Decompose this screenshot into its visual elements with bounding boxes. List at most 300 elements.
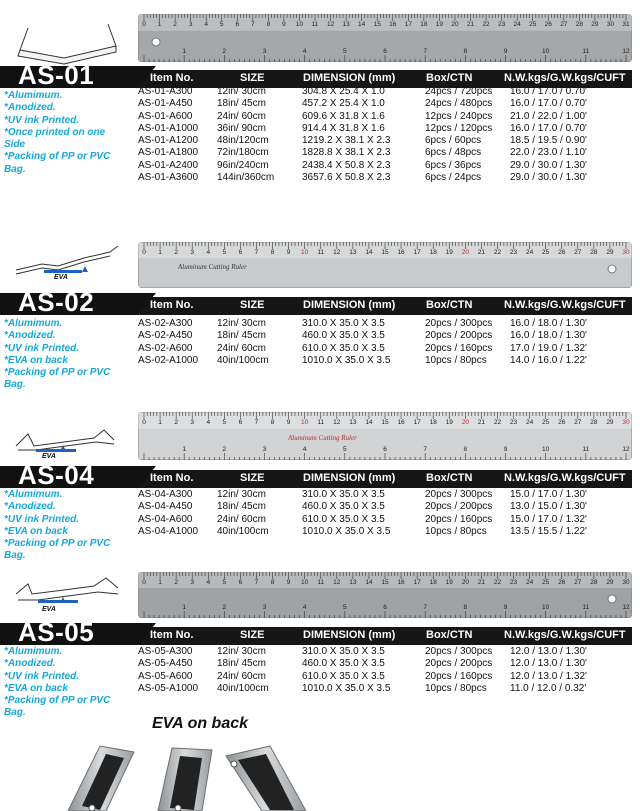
item-number: AS-04-A600 bbox=[138, 513, 193, 525]
ruler-tick-label: 0 bbox=[142, 21, 146, 28]
box-ctn-cell: 20pcs / 200pcs bbox=[425, 501, 493, 513]
table-row bbox=[138, 343, 632, 355]
svg-text:4: 4 bbox=[302, 604, 307, 611]
ruler-tick-label: 16 bbox=[397, 249, 405, 256]
item-number: AS-05-A300 bbox=[138, 646, 193, 657]
ruler-tick-label: 5 bbox=[219, 21, 224, 28]
item-number: AS-04-A300 bbox=[138, 489, 193, 500]
svg-text:9: 9 bbox=[503, 446, 508, 453]
ruler-tick-label: 1 bbox=[158, 419, 162, 426]
ruler-tick-label: 11 bbox=[311, 21, 319, 28]
box-ctn-cell: 6pcs / 36pcs bbox=[425, 159, 482, 171]
ruler-tick-label: 17 bbox=[413, 419, 421, 426]
ruler-tick-label: 28 bbox=[590, 249, 598, 256]
as-04-profile-sketch bbox=[14, 418, 122, 458]
box-ctn-cell: 10pcs / 80pcs bbox=[425, 682, 487, 694]
size-cell: 24in/ 60cm bbox=[217, 342, 266, 354]
dimension-cell: 304.8 X 25.4 X 1.0 bbox=[302, 86, 385, 97]
ruler-tick-label: 0 bbox=[142, 579, 146, 586]
table-row bbox=[138, 160, 632, 172]
ruler-tick-label: 2 bbox=[174, 579, 178, 586]
ruler-tick-label: 8 bbox=[270, 249, 275, 256]
ruler-tick-label: 25 bbox=[542, 579, 550, 586]
dimension-cell: 2438.4 X 50.8 X 2.3 bbox=[302, 159, 391, 171]
size-cell: 72in/180cm bbox=[217, 147, 269, 159]
ruler-tick-label: 25 bbox=[542, 419, 550, 426]
box-ctn-cell: 20pcs / 200pcs bbox=[425, 658, 493, 670]
weight-cell: 16.0 / 17.0 / 0.70' bbox=[510, 98, 587, 110]
ruler-tick-label: 14 bbox=[358, 21, 366, 28]
weight-cell: 16.0 / 18.0 / 1.30' bbox=[510, 330, 587, 342]
svg-text:11: 11 bbox=[582, 446, 590, 453]
ruler-tick-label: 9 bbox=[286, 579, 291, 586]
table-row bbox=[138, 318, 632, 330]
item-number: AS-01-A450 bbox=[138, 98, 193, 110]
box-ctn-cell: 24pcs / 480pcs bbox=[425, 98, 493, 110]
item-number: AS-02-A300 bbox=[138, 318, 193, 329]
feature-line: *EVA on back bbox=[4, 354, 68, 366]
box-ctn-cell: 6pcs / 48pcs bbox=[425, 147, 482, 159]
table-row bbox=[138, 98, 632, 110]
table-row bbox=[138, 658, 632, 670]
ruler-tick-label: 7 bbox=[254, 579, 259, 586]
ruler-tick-label: 12 bbox=[333, 419, 341, 426]
svg-text:6: 6 bbox=[383, 48, 387, 55]
box-ctn-cell: 6pcs / 60pcs bbox=[425, 135, 482, 147]
ruler-tick-label: 29 bbox=[606, 419, 614, 426]
ruler-tick-label: 22 bbox=[493, 419, 502, 426]
item-number: AS-01-A300 bbox=[138, 86, 193, 97]
feature-line: *Anodized. bbox=[4, 501, 56, 513]
eva-label: EVA bbox=[54, 274, 68, 280]
as-04-ruler-image bbox=[138, 412, 632, 460]
ruler-tick-label: 26 bbox=[544, 21, 552, 28]
as-05-ruler-image bbox=[138, 572, 632, 618]
item-number: AS-01-A3600 bbox=[138, 172, 199, 184]
dimension-cell: 610.0 X 35.0 X 3.5 bbox=[302, 342, 385, 354]
item-number: AS-02-A1000 bbox=[138, 354, 199, 366]
svg-text:10: 10 bbox=[542, 48, 550, 55]
model-title: AS-04 bbox=[18, 460, 95, 490]
item-number: AS-01-A600 bbox=[138, 110, 193, 122]
svg-text:7: 7 bbox=[423, 48, 427, 55]
ruler-tick-label: 9 bbox=[286, 249, 291, 256]
weight-cell: 14.0 / 16.0 / 1.22' bbox=[510, 354, 587, 366]
table-row bbox=[138, 355, 632, 367]
dimension-cell: 1010.0 X 35.0 X 3.5 bbox=[302, 525, 391, 537]
weight-cell: 13.5 / 15.5 / 1.22' bbox=[510, 525, 587, 537]
ruler-tick-label: 11 bbox=[317, 249, 325, 256]
ruler-tick-label: 28 bbox=[590, 419, 598, 426]
svg-text:1: 1 bbox=[182, 48, 186, 55]
ruler-tick-label: 29 bbox=[606, 579, 614, 586]
svg-text:5: 5 bbox=[343, 48, 347, 55]
weight-cell: 16.0 / 18.0 / 1.30' bbox=[510, 318, 587, 329]
dimension-cell: 1219.2 X 38.1 X 2.3 bbox=[302, 135, 391, 147]
ruler-tick-label: 0 bbox=[142, 249, 146, 256]
ruler-tick-label: 17 bbox=[413, 579, 421, 586]
ruler-tick-label: 22 bbox=[493, 579, 502, 586]
weight-cell: 13.0 / 15.0 / 1.30' bbox=[510, 501, 587, 513]
model-title: AS-01 bbox=[18, 60, 95, 90]
ruler-tick-label: 25 bbox=[529, 21, 537, 28]
table-row bbox=[138, 172, 632, 184]
ruler-tick-label: 10 bbox=[301, 579, 309, 586]
ruler-tick-label: 30 bbox=[622, 249, 630, 256]
eva-label: EVA bbox=[42, 453, 56, 458]
feature-line: *Packing of PP or PVC bbox=[4, 538, 111, 550]
ruler-tick-label: 20 bbox=[451, 21, 459, 28]
ruler-tick-label: 14 bbox=[365, 249, 373, 256]
ruler-tick-label: 16 bbox=[389, 21, 397, 28]
box-ctn-cell: 10pcs / 80pcs bbox=[425, 525, 487, 537]
ruler-tick-label: 11 bbox=[317, 419, 325, 426]
weight-cell: 12.0 / 13.0 / 1.30' bbox=[510, 646, 587, 657]
ruler-tick-label: 18 bbox=[429, 419, 437, 426]
table-row bbox=[138, 111, 632, 123]
ruler-tick-label: 28 bbox=[575, 21, 583, 28]
feature-line: *UV ink Printed. bbox=[4, 513, 80, 525]
ruler-tick-label: 8 bbox=[270, 579, 275, 586]
ruler-tick-label: 4 bbox=[206, 249, 211, 256]
table-row bbox=[138, 123, 632, 135]
col-header-item: Item No. bbox=[150, 72, 194, 84]
svg-text:12: 12 bbox=[622, 446, 630, 453]
ruler-tick-label: 10 bbox=[295, 21, 304, 28]
item-number: AS-04-A1000 bbox=[138, 525, 199, 537]
as-01-header-band bbox=[0, 60, 640, 90]
svg-text:10: 10 bbox=[542, 604, 550, 611]
ruler-tick-label: 6 bbox=[238, 579, 243, 586]
ruler-tick-label: 19 bbox=[445, 579, 453, 586]
as-04-header-band bbox=[0, 460, 640, 490]
ruler-tick-label: 7 bbox=[254, 249, 259, 256]
svg-text:8: 8 bbox=[463, 446, 468, 453]
col-header-item: Item No. bbox=[150, 629, 194, 641]
item-number: AS-01-A1200 bbox=[138, 135, 199, 147]
svg-text:3: 3 bbox=[262, 446, 267, 453]
ruler-tick-label: 29 bbox=[606, 249, 614, 256]
as-02-header-band bbox=[0, 287, 640, 317]
feature-line: *Packing of PP or PVC bbox=[4, 695, 111, 707]
ruler-tick-label: 22 bbox=[493, 249, 502, 256]
size-cell: 18in/ 45cm bbox=[217, 658, 266, 670]
ruler-tick-label: 16 bbox=[397, 419, 405, 426]
svg-text:6: 6 bbox=[383, 446, 387, 453]
dimension-cell: 609.6 X 31.8 X 1.6 bbox=[302, 110, 385, 122]
ruler-tick-label: 4 bbox=[206, 419, 211, 426]
item-number: AS-02-A450 bbox=[138, 330, 193, 342]
weight-cell: 22.0 / 23.0 / 1.10' bbox=[510, 147, 587, 159]
weight-cell: 12.0 / 13.0 / 1.32' bbox=[510, 670, 587, 682]
box-ctn-cell: 12pcs / 120pcs bbox=[425, 122, 493, 134]
dimension-cell: 1010.0 X 35.0 X 3.5 bbox=[302, 682, 391, 694]
col-header-dimension: DIMENSION (mm) bbox=[303, 72, 396, 84]
ruler-tick-label: 10 bbox=[301, 419, 309, 426]
svg-text:2: 2 bbox=[222, 48, 227, 55]
table-row bbox=[138, 646, 632, 658]
feature-line: *Packing of PP or PVC bbox=[4, 367, 111, 379]
ruler-tick-label: 9 bbox=[286, 419, 291, 426]
ruler-tick-label: 20 bbox=[461, 249, 469, 256]
box-ctn-cell: 20pcs / 300pcs bbox=[425, 318, 493, 329]
svg-text:12: 12 bbox=[622, 604, 630, 611]
feature-line: *Alumimum. bbox=[4, 90, 63, 101]
svg-text:6: 6 bbox=[383, 604, 387, 611]
feature-line: *Anodized. bbox=[4, 330, 56, 342]
dimension-cell: 610.0 X 35.0 X 3.5 bbox=[302, 670, 385, 682]
ruler-tick-label: 2 bbox=[174, 419, 178, 426]
size-cell: 12in/ 30cm bbox=[217, 86, 266, 97]
ruler-tick-label: 13 bbox=[349, 419, 357, 426]
ruler-tick-label: 12 bbox=[333, 249, 341, 256]
ruler-tick-label: 4 bbox=[204, 21, 209, 28]
col-header-box: Box/CTN bbox=[426, 299, 473, 311]
box-ctn-cell: 20pcs / 300pcs bbox=[425, 646, 493, 657]
feature-line: *Packing of PP or PVC bbox=[4, 151, 111, 163]
feature-line: *EVA on back bbox=[4, 682, 68, 694]
ruler-tick-label: 21 bbox=[466, 21, 475, 28]
ruler-tick-label: 3 bbox=[190, 419, 195, 426]
weight-cell: 17.0 / 19.0 / 1.32' bbox=[510, 342, 587, 354]
as-05-table bbox=[138, 646, 632, 695]
ruler-tick-label: 13 bbox=[349, 579, 357, 586]
table-row bbox=[138, 671, 632, 683]
ruler-tick-label: 23 bbox=[509, 419, 518, 426]
ruler-tick-label: 14 bbox=[365, 579, 373, 586]
ruler-tick-label: 12 bbox=[333, 579, 341, 586]
size-cell: 18in/ 45cm bbox=[217, 330, 266, 342]
weight-cell: 15.0 / 17.0 / 1.30' bbox=[510, 489, 587, 500]
ruler-tick-label: 23 bbox=[497, 21, 506, 28]
ruler-tick-label: 30 bbox=[622, 419, 630, 426]
ruler-tick-label: 2 bbox=[174, 249, 178, 256]
col-header-weight: N.W.kgs/G.W.kgs/CUFT bbox=[504, 629, 626, 641]
ruler-tick-label: 15 bbox=[373, 21, 381, 28]
ruler-tick-label: 21 bbox=[477, 419, 486, 426]
model-title: AS-05 bbox=[18, 617, 95, 647]
item-number: AS-05-A450 bbox=[138, 658, 193, 670]
size-cell: 36in/ 90cm bbox=[217, 122, 266, 134]
ruler-tick-label: 2 bbox=[173, 21, 177, 28]
as-01-table bbox=[138, 86, 632, 184]
ruler-tick-label: 23 bbox=[509, 249, 518, 256]
box-ctn-cell: 20pcs / 160pcs bbox=[425, 513, 493, 525]
col-header-weight: N.W.kgs/G.W.kgs/CUFT bbox=[504, 299, 626, 311]
table-row bbox=[138, 330, 632, 342]
svg-text:1: 1 bbox=[182, 446, 186, 453]
ruler-tick-label: 3 bbox=[190, 579, 195, 586]
col-header-size: SIZE bbox=[240, 72, 265, 84]
ruler-tick-label: 5 bbox=[222, 419, 227, 426]
dimension-cell: 460.0 X 35.0 X 3.5 bbox=[302, 330, 385, 342]
ruler-tick-label: 27 bbox=[574, 419, 582, 426]
item-number: AS-04-A450 bbox=[138, 501, 193, 513]
ruler-tick-label: 27 bbox=[560, 21, 568, 28]
table-row bbox=[138, 147, 632, 159]
table-row bbox=[138, 526, 632, 538]
as-02-features bbox=[4, 318, 136, 392]
ruler-tick-label: 15 bbox=[381, 419, 389, 426]
table-row bbox=[138, 489, 632, 501]
ruler-tick-label: 24 bbox=[525, 419, 534, 426]
ruler-tick-label: 24 bbox=[513, 21, 521, 28]
svg-text:2: 2 bbox=[222, 604, 227, 611]
ruler-tick-label: 23 bbox=[509, 579, 518, 586]
ruler-tick-label: 26 bbox=[558, 249, 566, 256]
size-cell: 24in/ 60cm bbox=[217, 110, 266, 122]
ruler-tick-label: 21 bbox=[477, 579, 486, 586]
ruler-tick-label: 6 bbox=[238, 419, 243, 426]
feature-line: *Anodized. bbox=[4, 658, 56, 670]
ruler-tick-label: 17 bbox=[413, 249, 421, 256]
ruler-tick-label: 26 bbox=[558, 579, 566, 586]
svg-text:4: 4 bbox=[302, 446, 307, 453]
box-ctn-cell: 24pcs / 720pcs bbox=[425, 86, 493, 97]
item-number: AS-05-A1000 bbox=[138, 682, 199, 694]
ruler-tick-label: 15 bbox=[381, 249, 389, 256]
as-01-ruler-image bbox=[138, 14, 632, 62]
size-cell: 24in/ 60cm bbox=[217, 670, 266, 682]
dimension-cell: 460.0 X 35.0 X 3.5 bbox=[302, 658, 385, 670]
col-header-item: Item No. bbox=[150, 472, 194, 484]
item-number: AS-01-A2400 bbox=[138, 159, 199, 171]
table-row bbox=[138, 683, 632, 695]
svg-text:3: 3 bbox=[262, 48, 267, 55]
feature-line: *Alumimum. bbox=[4, 489, 63, 500]
weight-cell: 29.0 / 30.0 / 1.30' bbox=[510, 159, 587, 171]
svg-text:9: 9 bbox=[503, 48, 508, 55]
size-cell: 12in/ 30cm bbox=[217, 489, 266, 500]
as-02-ruler-image bbox=[138, 242, 632, 288]
svg-text:Aluminum Cutting Ruler: Aluminum Cutting Ruler bbox=[178, 263, 247, 271]
dimension-cell: 457.2 X 25.4 X 1.0 bbox=[302, 98, 385, 110]
ruler-tick-label: 18 bbox=[429, 249, 437, 256]
box-ctn-cell: 20pcs / 160pcs bbox=[425, 342, 493, 354]
table-row bbox=[138, 501, 632, 513]
dimension-cell: 1828.8 X 38.1 X 2.3 bbox=[302, 147, 391, 159]
dimension-cell: 460.0 X 35.0 X 3.5 bbox=[302, 501, 385, 513]
ruler-tick-label: 29 bbox=[591, 21, 599, 28]
size-cell: 24in/ 60cm bbox=[217, 513, 266, 525]
col-header-dimension: DIMENSION (mm) bbox=[303, 299, 396, 311]
weight-cell: 15.0 / 17.0 / 1.32' bbox=[510, 513, 587, 525]
col-header-box: Box/CTN bbox=[426, 472, 473, 484]
col-header-size: SIZE bbox=[240, 472, 265, 484]
col-header-box: Box/CTN bbox=[426, 629, 473, 641]
size-cell: 12in/ 30cm bbox=[217, 318, 266, 329]
table-row bbox=[138, 86, 632, 98]
svg-text:5: 5 bbox=[343, 604, 347, 611]
svg-text:4: 4 bbox=[302, 48, 307, 55]
size-cell: 18in/ 45cm bbox=[217, 501, 266, 513]
dimension-cell: 914.4 X 31.8 X 1.6 bbox=[302, 122, 385, 134]
col-header-weight: N.W.kgs/G.W.kgs/CUFT bbox=[504, 72, 626, 84]
svg-text:5: 5 bbox=[343, 446, 347, 453]
feature-line: *UV ink Printed. bbox=[4, 342, 80, 354]
as-05-profile-sketch bbox=[14, 574, 122, 614]
weight-cell: 18.5 / 19.5 / 0.90' bbox=[510, 135, 587, 147]
ruler-tick-label: 1 bbox=[158, 249, 162, 256]
as-04-features bbox=[4, 489, 136, 563]
ruler-tick-label: 5 bbox=[222, 249, 227, 256]
feature-line: Bag. bbox=[4, 707, 26, 719]
ruler-tick-label: 19 bbox=[435, 21, 444, 28]
feature-line: *Once printed on one bbox=[4, 126, 106, 138]
ruler-tick-label: 31 bbox=[622, 21, 630, 28]
weight-cell: 12.0 / 13.0 / 1.30' bbox=[510, 658, 587, 670]
box-ctn-cell: 10pcs / 80pcs bbox=[425, 354, 487, 366]
ruler-tick-label: 16 bbox=[397, 579, 405, 586]
size-cell: 18in/ 45cm bbox=[217, 98, 266, 110]
weight-cell: 16.0 / 17.0 / 0.70' bbox=[510, 122, 587, 134]
ruler-tick-label: 6 bbox=[235, 21, 240, 28]
ruler-tick-label: 9 bbox=[282, 21, 286, 28]
size-cell: 48in/120cm bbox=[217, 135, 269, 147]
size-cell: 40in/100cm bbox=[217, 682, 269, 694]
ruler-tick-label: 1 bbox=[157, 21, 162, 28]
ruler-tick-label: 3 bbox=[190, 249, 195, 256]
weight-cell: 16.0 / 17.0 / 0.70' bbox=[510, 86, 587, 97]
feature-line: *EVA on back bbox=[4, 525, 68, 537]
feature-line: *UV ink Printed. bbox=[4, 114, 80, 126]
dimension-cell: 310.0 X 35.0 X 3.5 bbox=[302, 489, 385, 500]
item-number: AS-01-A1800 bbox=[138, 147, 199, 159]
ruler-tick-label: 1 bbox=[158, 579, 162, 586]
ruler-tick-label: 7 bbox=[254, 419, 259, 426]
ruler-tick-label: 18 bbox=[420, 21, 428, 28]
as-04-table bbox=[138, 489, 632, 538]
ruler-tick-label: 20 bbox=[461, 419, 469, 426]
item-number: AS-05-A600 bbox=[138, 670, 193, 682]
ruler-tick-label: 26 bbox=[558, 419, 566, 426]
svg-text:1: 1 bbox=[182, 604, 186, 611]
box-ctn-cell: 20pcs / 200pcs bbox=[425, 330, 493, 342]
col-header-dimension: DIMENSION (mm) bbox=[303, 629, 396, 641]
ruler-tick-label: 17 bbox=[404, 21, 412, 28]
ruler-tick-label: 22 bbox=[482, 21, 490, 28]
ruler-tick-label: 5 bbox=[222, 579, 227, 586]
size-cell: 144in/360cm bbox=[217, 172, 275, 184]
size-cell: 40in/100cm bbox=[217, 525, 269, 537]
ruler-tick-label: 27 bbox=[574, 249, 582, 256]
ruler-tick-label: 13 bbox=[349, 249, 357, 256]
item-number: AS-01-A1000 bbox=[138, 122, 199, 134]
feature-line: *Anodized. bbox=[4, 102, 56, 114]
dimension-cell: 310.0 X 35.0 X 3.5 bbox=[302, 318, 385, 329]
table-row bbox=[138, 514, 632, 526]
ruler-tick-label: 10 bbox=[301, 249, 309, 256]
box-ctn-cell: 20pcs / 300pcs bbox=[425, 489, 493, 500]
size-cell: 12in/ 30cm bbox=[217, 646, 266, 657]
ruler-tick-label: 28 bbox=[590, 579, 598, 586]
dimension-cell: 3657.6 X 50.8 X 2.3 bbox=[302, 172, 391, 184]
as-05-features bbox=[4, 646, 136, 720]
as-05-header-band bbox=[0, 617, 640, 647]
feature-line: Bag. bbox=[4, 550, 26, 562]
eva-back-photo bbox=[48, 734, 348, 811]
ruler-tick-label: 7 bbox=[251, 21, 255, 28]
ruler-tick-label: 19 bbox=[445, 419, 453, 426]
ruler-tick-label: 24 bbox=[525, 579, 534, 586]
box-ctn-cell: 12pcs / 240pcs bbox=[425, 110, 493, 122]
size-cell: 96in/240cm bbox=[217, 159, 269, 171]
ruler-tick-label: 4 bbox=[206, 579, 211, 586]
ruler-tick-label: 21 bbox=[477, 249, 486, 256]
dimension-cell: 610.0 X 35.0 X 3.5 bbox=[302, 513, 385, 525]
ruler-tick-label: 13 bbox=[342, 21, 350, 28]
ruler-tick-label: 12 bbox=[326, 21, 335, 28]
